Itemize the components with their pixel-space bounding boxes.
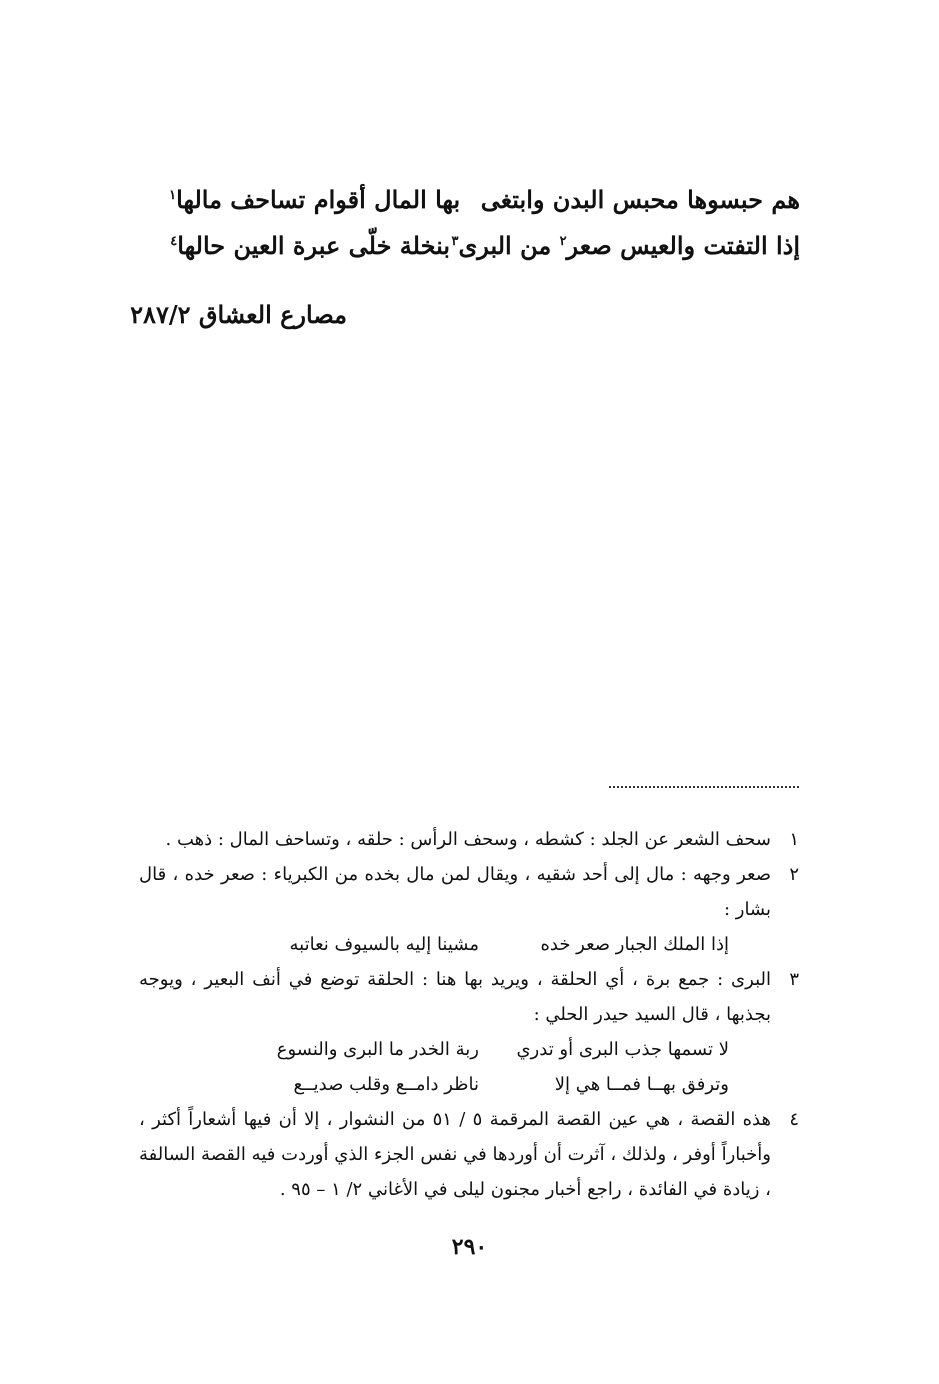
hemistich-text: بها المال أقوام تساحف مالها — [176, 184, 461, 214]
hemistich-text: هم حبسوها محبس البدن وابتغى — [480, 184, 800, 214]
footnote-number: ١ — [789, 829, 799, 850]
hemistich-first — [451, 230, 800, 260]
footnote-verse — [139, 1032, 799, 1067]
verse-second: مشينا إليه بالسيوف نعاتبه — [289, 934, 479, 955]
footnote-reference: ٢ — [559, 233, 567, 249]
footnote-reference: ١ — [169, 187, 177, 203]
poem-line — [150, 222, 800, 268]
hemistich-second — [150, 185, 480, 214]
source-citation: مصارع العشاق ٢٨٧/٢ — [130, 300, 347, 329]
footnote-verse — [139, 1067, 799, 1102]
footnotes — [139, 822, 799, 1207]
footnote-text: صعر وجهه : مال إلى أحد شقيه ، ويقال لمن مال بخده من الكبرياء : صعر خده ، قال بشار : — [139, 864, 771, 920]
poem-block — [150, 176, 800, 268]
footnote-item — [139, 857, 799, 927]
hemistich-text: بنخلة خلّى عبرة العين حالها — [177, 230, 450, 260]
hemistich-text: إذا التفتت والعيس صعر — [566, 230, 800, 260]
hemistich-text: من البرى — [458, 230, 560, 260]
verse-first: إذا الملك الجبار صعر خده — [540, 934, 729, 955]
footnote-number: ٣ — [789, 969, 799, 990]
footnote-item — [139, 962, 799, 1032]
hemistich-second — [150, 231, 470, 260]
footnote-reference: ٣ — [451, 233, 459, 249]
verse-first: وترفق بهــا فمــا هي إلا — [554, 1074, 729, 1095]
footnote-reference: ٤ — [170, 233, 178, 249]
verse-second: ناظر دامــع وقلب صديــع — [293, 1074, 479, 1095]
footnote-text: سحف الشعر عن الجلد : كشطه ، وسحف الرأس : حلقه ، وتساحف المال : ذهب . — [165, 829, 771, 850]
footnote-item — [139, 1102, 799, 1207]
footnote-text: البرى : جمع برة ، أي الحلقة ، ويريد بها هنا : الحلقة توضع في أنف البعير ، ويوجه بجذبها ، قال السيد حيدر الحلي : — [139, 969, 771, 1025]
poem-line — [150, 176, 800, 222]
footnote-verse — [139, 927, 799, 962]
verse-first: لا تسمها جذب البرى أو تدري — [516, 1039, 729, 1060]
footnote-text: هذه القصة ، هي عين القصة المرقمة ٥ / ٥١ من النشوار ، إلا أن فيها أشعاراً أكثر ، وأخباراً أوفر ، ولذلك ، آثرت أن أوردها في نفس الجزء الذي أوردت فيه القصة السالفة ، زيادة في الفائدة ، راجع أخبار مجنون ليلى في الأغاني ٢/ ١ – ٩٥ . — [139, 1109, 771, 1200]
footnote-number: ٢ — [789, 864, 799, 885]
page-number: ٢٩٠ — [451, 1234, 488, 1260]
footnote-separator — [609, 786, 799, 788]
footnote-number: ٤ — [789, 1109, 799, 1130]
hemistich-first — [480, 185, 800, 214]
verse-second: ربة الخدر ما البرى والنسوع — [276, 1039, 479, 1060]
footnote-item — [139, 822, 799, 857]
